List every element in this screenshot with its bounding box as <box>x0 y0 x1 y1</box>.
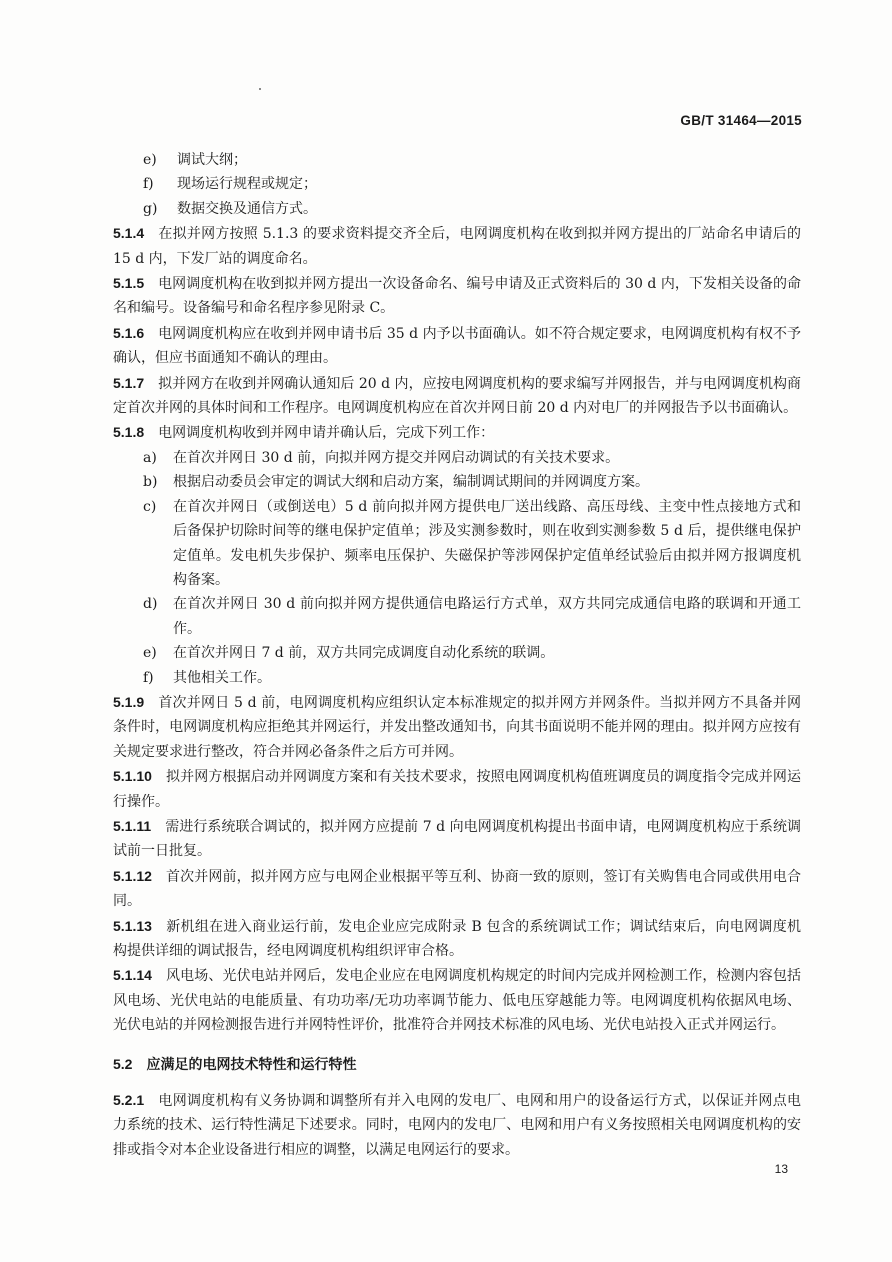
clause-text: 首次并网日 5 d 前，电网调度机构应组织认定本标准规定的拟并网方并网条件。当拟并网方不具备并网条件时，电网调度机构应拒绝其并网运行，并发出整改通知书，向其书面说明不能并网的理由。拟并网方应按有关规定要求进行整改，符合并网必备条件之后方可并网。 <box>113 694 801 760</box>
clause-number: 5.1.13 <box>113 917 152 934</box>
clause-number: 5.1.9 <box>113 693 145 710</box>
scan-speck <box>259 88 261 90</box>
clause-text: 在拟并网方按照 5.1.3 的要求资料提交齐全后，电网调度机构在收到拟并网方提出的厂站命名申请后的 15 d 内，下发厂站的调度命名。 <box>113 226 801 267</box>
clause-text: 需进行系统联合调试的，拟并网方应提前 7 d 向电网调度机构提出书面申请，电网调度机构应于系统调试前一日批复。 <box>113 818 801 860</box>
list-marker: c) <box>143 498 157 515</box>
clause-number: 5.1.10 <box>113 768 152 785</box>
clause-5-1-11 <box>113 814 801 864</box>
clause-text: 电网调度机构在收到拟并网方提出一次设备命名、编号申请及正式资料后的 30 d 内，下发相关设备的命名和编号。设备编号和命名程序参见附录 C。 <box>113 276 801 317</box>
clause-5-1-6 <box>113 321 801 371</box>
list-text: 根据启动委员会审定的调试大纲和启动方案，编制调试期间的并网调度方案。 <box>173 474 649 491</box>
clause-text: 电网调度机构应在收到并网申请书后 35 d 内予以书面确认。如不符合规定要求，电网调度机构有权不予确认，但应书面通知不确认的理由。 <box>113 325 801 367</box>
list-text: 在首次并网日 7 d 前，双方共同完成调度自动化系统的联调。 <box>173 645 555 662</box>
clause-number: 5.1.4 <box>113 225 145 242</box>
list-item <box>113 470 801 494</box>
list-item <box>113 172 801 196</box>
list-text: 现场运行规程或规定； <box>177 176 317 193</box>
section-number: 5.2 <box>113 1055 133 1072</box>
clause-number: 5.1.5 <box>113 275 145 292</box>
standard-code: GB/T 31464—2015 <box>680 113 802 128</box>
list-marker: f) <box>143 669 154 686</box>
page-number: 13 <box>774 1162 788 1176</box>
clause-5-1-4 <box>113 221 801 271</box>
clause-number: 5.2.1 <box>113 1092 145 1109</box>
body-text <box>113 148 801 1162</box>
clause-5-1-13 <box>113 914 801 964</box>
list-item <box>113 666 801 690</box>
list-text: 其他相关工作。 <box>173 669 271 686</box>
clause-5-1-8-list <box>113 446 801 690</box>
list-text: 在首次并网日（或倒送电）5 d 前向拟并网方提供电厂送出线路、高压母线、主变中性点接地方式和后备保护切除时间等的继电保护定值单；涉及实测参数时，则在收到实测参数 5 d 后，提供继电保护定值单。发电机失步保护、频率电压保护、失磁保护等涉网保护定值单经试验后由拟并网方报调度机构备案。 <box>173 498 801 588</box>
list-item <box>113 197 801 221</box>
clause-number: 5.1.8 <box>113 424 145 441</box>
clause-5-1-14 <box>113 963 801 1037</box>
clause-number: 5.1.14 <box>113 967 152 984</box>
list-item <box>113 446 801 470</box>
list-item <box>113 641 801 665</box>
list-marker: g) <box>143 200 158 217</box>
list-text: 调试大纲； <box>177 152 247 168</box>
clause-number: 5.1.7 <box>113 374 145 391</box>
clause-text: 电网调度机构有义务协调和调整所有并入电网的发电厂、电网和用户的设备运行方式，以保证并网点电力系统的技术、运行特性满足下述要求。同时，电网内的发电厂、电网和用户有义务按照相关电网调度机构的安排或指令对本企业设备进行相应的调整，以满足电网运行的要求。 <box>113 1093 801 1158</box>
list-item <box>113 592 801 641</box>
clause-5-1-7 <box>113 371 801 421</box>
list-item <box>113 148 801 172</box>
list-marker: a) <box>143 449 157 466</box>
clause-5-1-12 <box>113 864 801 914</box>
clause-number: 5.1.11 <box>113 817 152 834</box>
clause-5-1-9 <box>113 690 801 764</box>
clause-text: 风电场、光伏电站并网后，发电企业应在电网调度机构规定的时间内完成并网检测工作，检测内容包括风电场、光伏电站的电能质量、有功功率/无功功率调节能力、低电压穿越能力等。电网调度机构依据风电场、光伏电站的并网检测报告进行并网特性评价，批准符合并网技术标准的风电场、光伏电站投入正式并网运行。 <box>113 968 801 1034</box>
list-marker: e) <box>143 645 157 662</box>
clause-number: 5.1.12 <box>113 867 152 884</box>
clause-text: 首次并网前，拟并网方应与电网企业根据平等互利、协商一致的原则，签订有关购售电合同或供用电合同。 <box>113 868 801 910</box>
list-marker: e) <box>143 152 157 168</box>
list-text: 在首次并网日 30 d 前，向拟并网方提交并网启动调试的有关技术要求。 <box>173 449 620 466</box>
list-item <box>113 495 801 593</box>
clause-5-2-1 <box>113 1088 801 1162</box>
list-text: 数据交换及通信方式。 <box>177 200 317 217</box>
clause-5-1-5 <box>113 271 801 321</box>
list-marker: f) <box>143 176 154 193</box>
clause-5-1-10 <box>113 764 801 814</box>
clause-text: 拟并网方在收到并网确认通知后 20 d 内，应按电网调度机构的要求编写并网报告，并与电网调度机构商定首次并网的具体时间和工作程序。电网调度机构应在首次并网日前 20 d 内对电厂的并网报告予以书面确认。 <box>113 375 801 417</box>
list-marker: b) <box>143 474 158 491</box>
clause-text: 拟并网方根据启动并网调度方案和有关技术要求，按照电网调度机构值班调度员的调度指令完成并网运行操作。 <box>113 769 801 810</box>
list-marker: d) <box>143 596 158 613</box>
clause-5-1-8 <box>113 420 801 445</box>
section-heading-5-2 <box>113 1052 801 1076</box>
clause-text: 新机组在进入商业运行前，发电企业应完成附录 B 包含的系统调试工作；调试结束后，向电网调度机构提供详细的调试报告，经电网调度机构组织评审合格。 <box>113 918 801 959</box>
clause-text: 电网调度机构收到并网申请并确认后，完成下列工作： <box>158 425 495 442</box>
list-text: 在首次并网日 30 d 前向拟并网方提供通信电路运行方式单，双方共同完成通信电路的联调和开通工作。 <box>173 596 801 637</box>
clause-number: 5.1.6 <box>113 324 145 341</box>
section-title: 应满足的电网技术特性和运行特性 <box>146 1055 357 1072</box>
